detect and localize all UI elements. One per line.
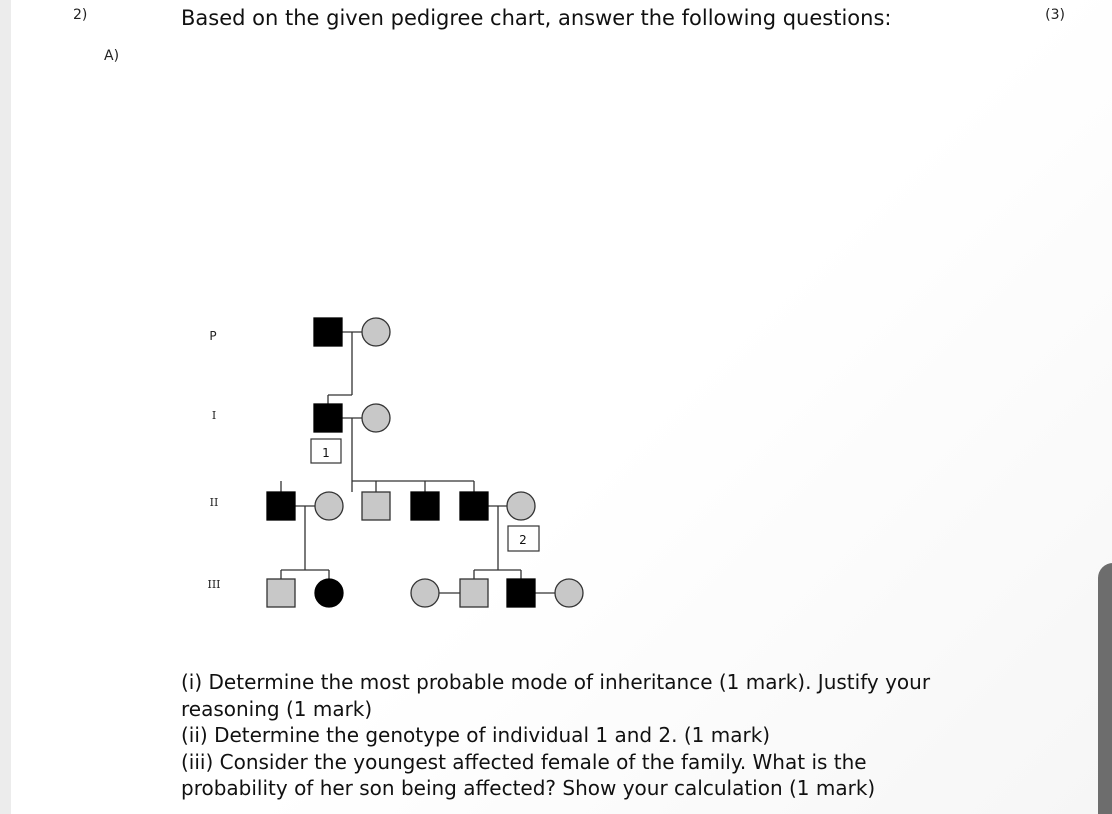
individual-ii-5-male-affected	[460, 492, 488, 520]
question-i-line-1: (i) Determine the most probable mode of inheritance (1 mark). Justify your	[181, 670, 931, 694]
question-iii-line-2: probability of her son being affected? Show your calculation (1 mark)	[181, 776, 876, 800]
individual-p-female	[362, 318, 390, 346]
generation-label-iii: III	[207, 578, 221, 591]
generation-label-p: P	[209, 329, 217, 343]
individual-ii-4-male-affected	[411, 492, 439, 520]
part-label: A)	[104, 48, 120, 64]
generation-label-i: I	[211, 409, 217, 422]
question-ii: (ii) Determine the genotype of individual 1 and 2. (1 mark)	[181, 723, 771, 747]
question-list	[181, 669, 1061, 802]
individual-iii-2-female-affected	[315, 579, 343, 607]
individual-iii-6-female	[555, 579, 583, 607]
individual-ii-2-female	[315, 492, 343, 520]
individual-p-male-affected	[314, 318, 342, 346]
individual-1-label: 1	[322, 446, 330, 460]
individual-2-label: 2	[519, 533, 527, 547]
individual-iii-4-male	[460, 579, 488, 607]
individual-iii-5-male-affected	[507, 579, 535, 607]
question-title: Based on the given pedigree chart, answer the following questions:	[181, 6, 892, 30]
individual-i-male-affected	[314, 404, 342, 432]
individual-ii-3-male	[362, 492, 390, 520]
individual-ii-1-male-affected	[267, 492, 295, 520]
question-iii-line-1: (iii) Consider the youngest affected female of the family. What is the	[181, 749, 867, 774]
question-i-line-2: reasoning (1 mark)	[181, 696, 373, 721]
individual-ii-6-female	[507, 492, 535, 520]
individual-iii-1-male	[267, 579, 295, 607]
generation-label-ii: II	[209, 496, 219, 509]
question-marks: (3)	[1045, 7, 1065, 23]
individual-i-female	[362, 404, 390, 432]
question-number: 2)	[73, 7, 88, 23]
scroll-handle[interactable]	[1098, 563, 1112, 814]
individual-iii-3-female	[411, 579, 439, 607]
